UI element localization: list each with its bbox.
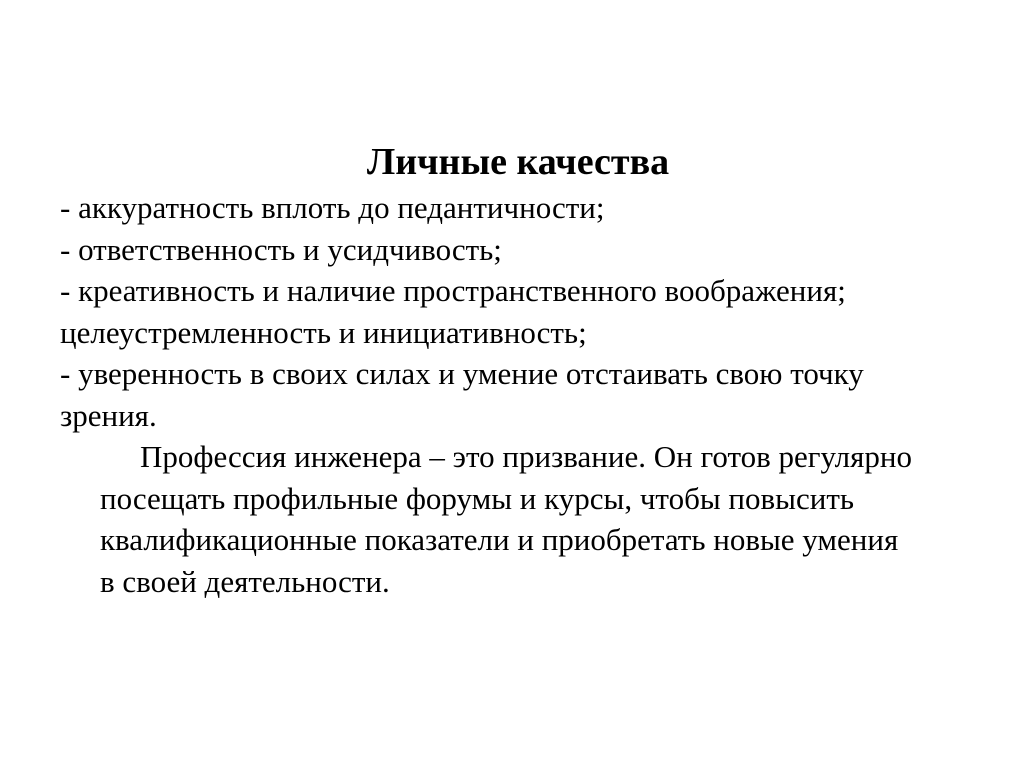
paragraph	[60, 436, 970, 602]
bullet-line: целеустремленность и инициативность;	[60, 314, 587, 350]
paragraph-line: посещать профильные форумы и курсы, чтобы повысить	[100, 480, 855, 516]
slide-content	[60, 138, 970, 602]
bullet-line: - уверенность в своих силах и умение отстаивать свою точку	[60, 356, 864, 391]
paragraph-line: в своей деятельности.	[100, 563, 390, 599]
bullet-line: зрения.	[60, 397, 157, 433]
paragraph-line: квалификационные показатели и приобретать новые умения	[100, 522, 899, 557]
bullet-line: - креативность и наличие пространственного воображения;	[60, 273, 846, 308]
bullet-line: - ответственность и усидчивость;	[60, 231, 502, 267]
bullet-line: - аккуратность вплоть до педантичности;	[60, 190, 605, 225]
paragraph-line: Профессия инженера – это призвание. Он готов регулярно	[140, 439, 912, 474]
slide-title: Личные качества	[366, 141, 670, 183]
